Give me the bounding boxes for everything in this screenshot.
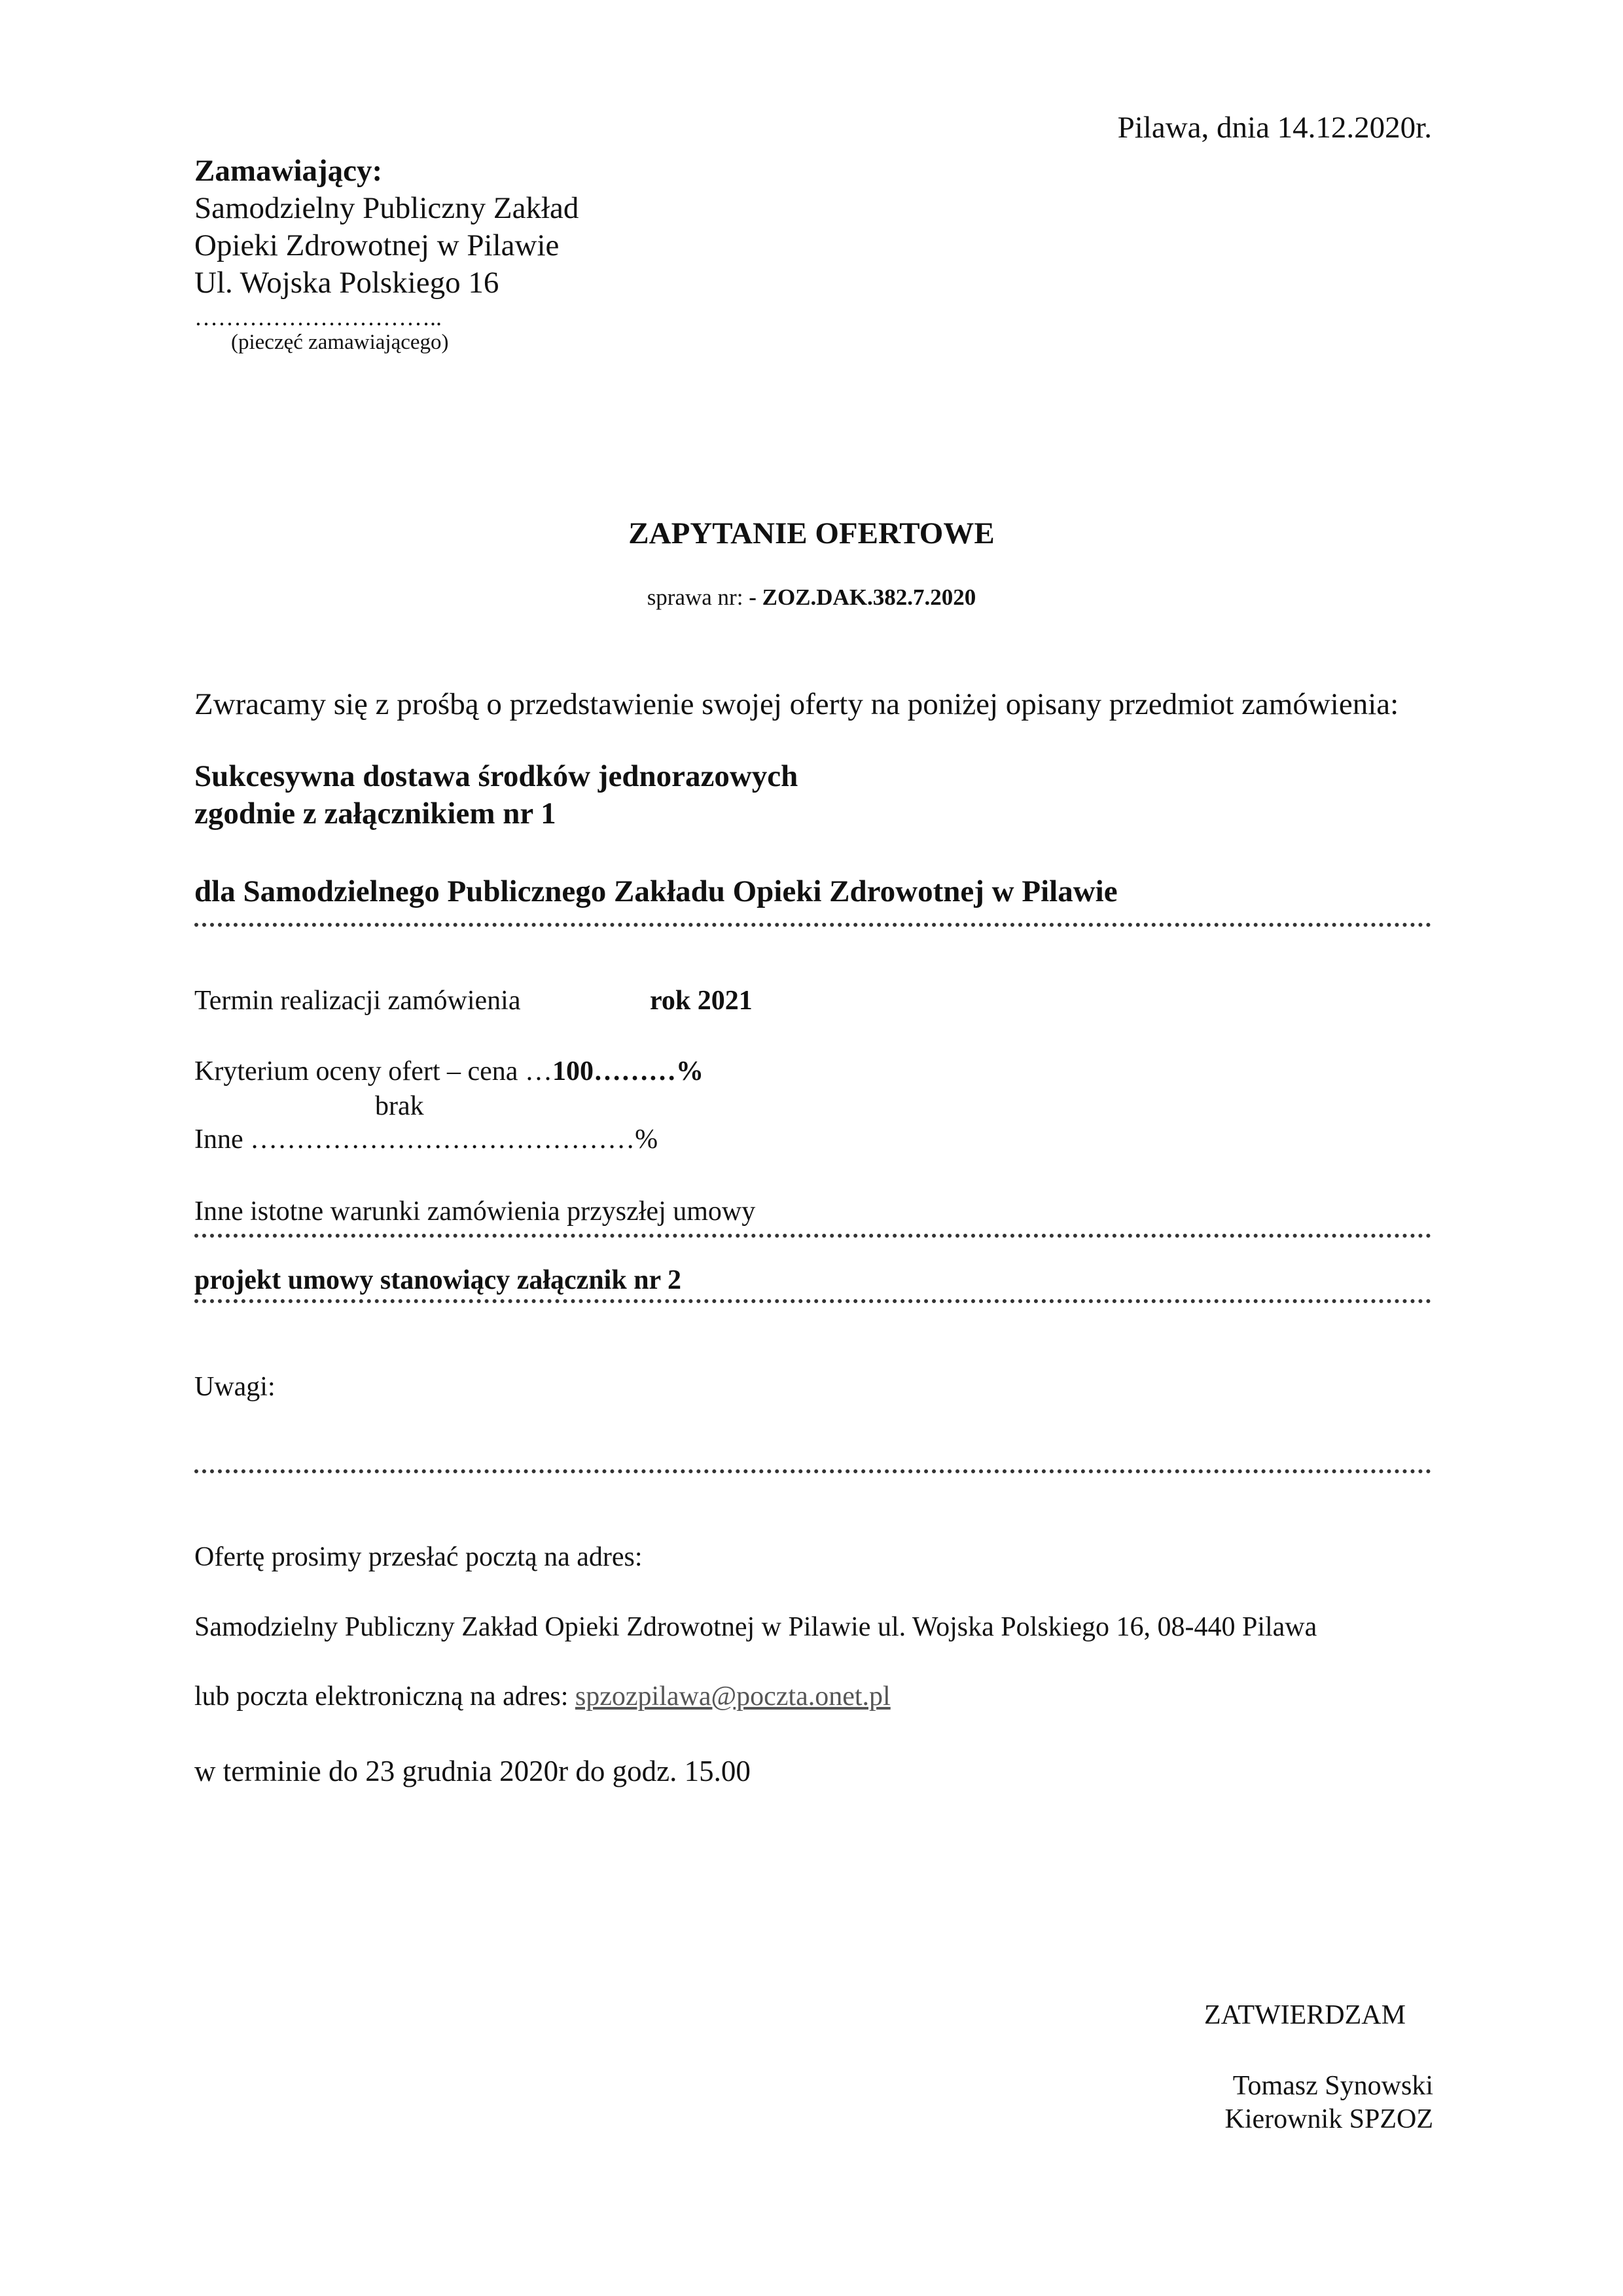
deadline-line: w terminie do 23 grudnia 2020r do godz. 15.00 <box>194 1755 751 1787</box>
email-line <box>194 1681 891 1712</box>
other-terms-label: Inne istotne warunki zamówienia przyszłej umowy <box>194 1196 756 1227</box>
subject-line-2: zgodnie z załącznikiem nr 1 <box>194 797 556 831</box>
client-block <box>194 152 579 355</box>
subject-block <box>194 758 798 833</box>
term-label: Termin realizacji zamówienia <box>194 986 521 1016</box>
dotted-divider-2 <box>194 1234 1431 1238</box>
dotted-divider-1 <box>194 923 1431 927</box>
criteria-line <box>194 1056 704 1087</box>
remarks-label: Uwagi: <box>194 1372 276 1402</box>
email-prefix: lub poczta elektroniczną na adres: <box>194 1681 575 1712</box>
term-value: rok 2021 <box>650 986 753 1016</box>
criteria-prefix: Kryterium oceny ofert – cena … <box>194 1056 552 1086</box>
contract-line: projekt umowy stanowiący załącznik nr 2 <box>194 1265 681 1295</box>
stamp-label: (pieczęć zamawiającego) <box>231 331 449 354</box>
intro-paragraph: Zwracamy się z prośbą o przedstawienie swojej oferty na poniżej opisany przedmiot zamówienia: <box>194 687 1399 721</box>
signer-title: Kierownik SPZOZ <box>1224 2104 1433 2134</box>
recipient-line: dla Samodzielnego Publicznego Zakładu Opieki Zdrowotnej w Pilawie <box>194 874 1118 908</box>
dotted-divider-4 <box>194 1469 1431 1473</box>
stamp-dots: ………………………….. <box>194 304 442 331</box>
postal-address: Samodzielny Publiczny Zakład Opieki Zdrowotnej w Pilawie ul. Wojska Polskiego 16, 08-440 Pilawa <box>194 1612 1317 1642</box>
client-line-3: Ul. Wojska Polskiego 16 <box>194 266 499 300</box>
document-title: ZAPYTANIE OFERTOWE <box>628 516 995 550</box>
criteria-sub: brak <box>375 1091 424 1121</box>
client-label: Zamawiający: <box>194 154 383 188</box>
client-line-2: Opieki Zdrowotnej w Pilawie <box>194 228 560 262</box>
signer-name: Tomasz Synowski <box>1232 2071 1433 2101</box>
criteria-value: 100………% <box>552 1056 704 1086</box>
subject-line-1: Sukcesywna dostawa środków jednorazowych <box>194 759 798 793</box>
case-number <box>0 584 1623 611</box>
approve-label: ZATWIERDZAM <box>1204 2000 1406 2030</box>
other-criteria: Inne ……………………………………% <box>194 1124 658 1155</box>
client-line-1: Samodzielny Publiczny Zakład <box>194 191 579 225</box>
place-date: Pilawa, dnia 14.12.2020r. <box>1117 111 1432 145</box>
send-label: Ofertę prosimy przesłać pocztą na adres: <box>194 1542 643 1572</box>
dotted-divider-3 <box>194 1299 1431 1303</box>
signature-block <box>1225 2070 1434 2136</box>
case-number-value: - ZOZ.DAK.382.7.2020 <box>749 584 976 610</box>
email-link[interactable]: spzozpilawa@poczta.onet.pl <box>575 1681 891 1712</box>
case-label: sprawa nr: <box>647 584 749 610</box>
